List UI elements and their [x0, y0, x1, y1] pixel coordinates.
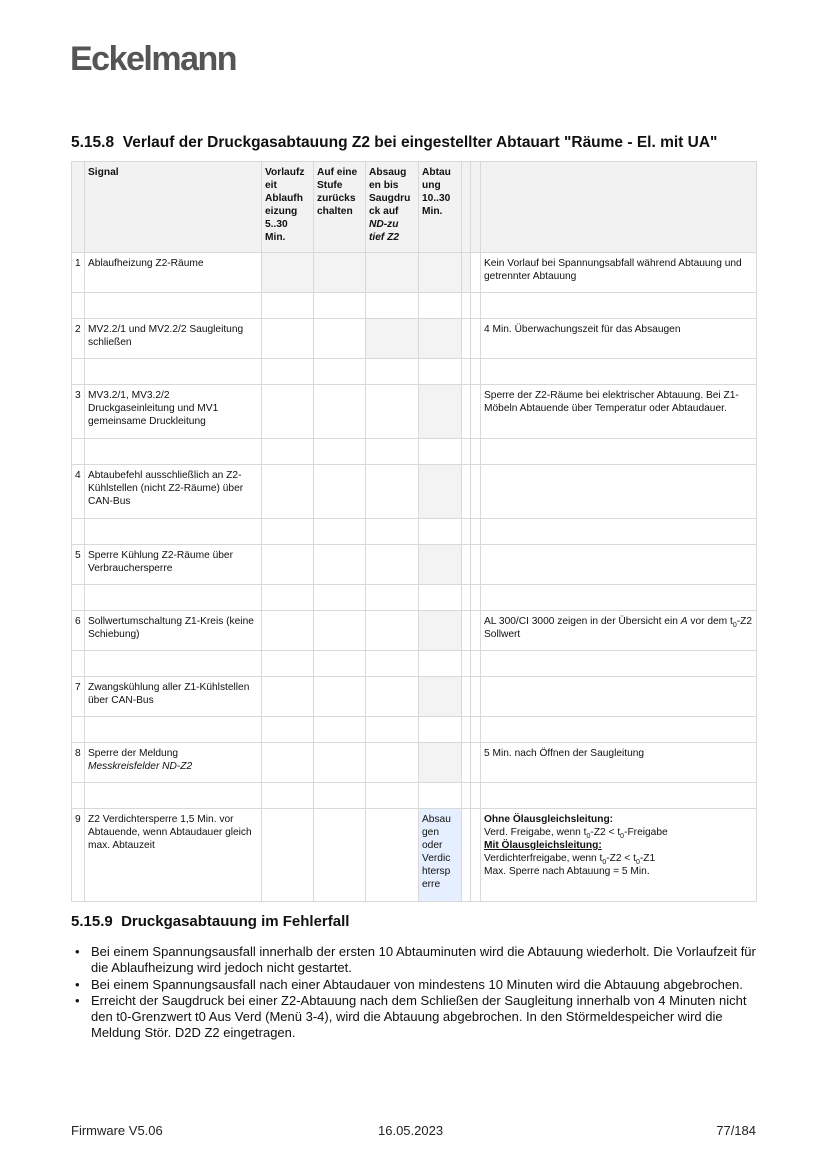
footer-page-number: 77/184 — [716, 1123, 756, 1138]
header-vorlaufzeit: Vorlaufz eit Ablaufh eizung 5..30 Min. — [262, 162, 314, 253]
timing-cell — [366, 611, 419, 651]
row-remark: 4 Min. Überwachungszeit für das Absaugen — [481, 319, 757, 359]
header-nd-zu-tief: ND-zu tief Z2 — [369, 219, 400, 243]
row-remark: Kein Vorlauf bei Spannungsabfall während Abtauung und getrennter Abtauung — [481, 253, 757, 293]
row-remark — [481, 677, 757, 717]
row-remark — [481, 545, 757, 585]
timing-cell — [262, 319, 314, 359]
timing-cell — [462, 743, 471, 783]
table-row — [72, 611, 757, 651]
timing-cell — [262, 465, 314, 519]
timing-cell — [366, 385, 419, 439]
bullet-icon: • — [75, 992, 80, 1008]
row-signal: MV2.2/1 und MV2.2/2 Saugleitung schließen — [85, 319, 262, 359]
header-remark — [481, 162, 757, 253]
timing-cell — [462, 545, 471, 585]
spacer-cell — [471, 677, 481, 717]
timing-cell — [366, 809, 419, 902]
row-signal: Zwangskühlung aller Z1-Kühlstellen über CAN-Bus — [85, 677, 262, 717]
defrost-sequence-table — [71, 161, 757, 902]
section-title: Verlauf der Druckgasabtauung Z2 bei eingestellter Abtauart "Räume - El. mit UA" — [122, 134, 718, 151]
spacer-row — [72, 585, 757, 611]
timing-cell — [419, 385, 462, 439]
spacer-row — [72, 359, 757, 385]
table-row — [72, 677, 757, 717]
header-absaugen — [366, 162, 419, 253]
row-signal: Z2 Verdichtersperre 1,5 Min. vor Abtauende, wenn Abtaudauer gleich max. Abtauzeit — [85, 809, 262, 902]
timing-cell — [419, 677, 462, 717]
timing-cell — [419, 743, 462, 783]
footer-firmware: Firmware V5.06 — [71, 1123, 163, 1138]
row-number: 4 — [72, 465, 85, 519]
timing-cell — [314, 253, 366, 293]
table-row — [72, 465, 757, 519]
timing-cell — [462, 465, 471, 519]
table-row — [72, 319, 757, 359]
section-number: 5.15.9 — [71, 913, 113, 930]
footer-date: 16.05.2023 — [378, 1123, 444, 1138]
row-remark: Ohne Ölausgleichsleitung: Verd. Freigabe, wenn $t_0-Z2$ < $t_0$-Freigabe Mit Ölausgleichsleitung: Verdichterfreigabe, wenn $t_0-Z2 < t_0-Z1$ Max. Sperre nach Abtauung = 5 Min. — [481, 809, 757, 902]
table-row — [72, 743, 757, 783]
table-row — [72, 809, 757, 902]
row-remark: 5 Min. nach Öffnen der Saugleitung — [481, 743, 757, 783]
section-heading-5-15-9 — [71, 913, 349, 930]
header-signal: Signal — [85, 162, 262, 253]
timing-cell — [462, 253, 471, 293]
timing-cell — [262, 385, 314, 439]
row-number: 2 — [72, 319, 85, 359]
timing-cell — [366, 465, 419, 519]
timing-cell — [314, 809, 366, 902]
timing-cell — [366, 677, 419, 717]
timing-cell — [262, 809, 314, 902]
timing-cell — [262, 611, 314, 651]
row-remark: Sperre der Z2-Räume bei elektrischer Abtauung. Bei Z1-Möbeln Abtauende über Temperatur oder Abtaudauer. — [481, 385, 757, 439]
row-signal: Abtaubefehl ausschließlich an Z2-Kühlstellen (nicht Z2-Räume) über CAN-Bus — [85, 465, 262, 519]
timing-cell — [419, 319, 462, 359]
section-heading-5-15-8 — [71, 134, 717, 152]
timing-cell — [419, 465, 462, 519]
spacer-cell — [471, 611, 481, 651]
timing-cell — [366, 545, 419, 585]
bullet-icon: • — [75, 976, 80, 992]
row-number: 8 — [72, 743, 85, 783]
timing-cell — [366, 743, 419, 783]
timing-cell — [419, 253, 462, 293]
timing-cell — [462, 809, 471, 902]
timing-cell — [314, 545, 366, 585]
spacer-row — [72, 519, 757, 545]
table-row — [72, 253, 757, 293]
timing-cell — [462, 385, 471, 439]
spacer-cell — [471, 319, 481, 359]
spacer-row — [72, 783, 757, 809]
spacer-cell — [471, 743, 481, 783]
row-remark — [481, 465, 757, 519]
row-remark: AL 300/CI 3000 zeigen in der Übersicht ein A vor dem $t_0-Z2$ Sollwert — [481, 611, 757, 651]
spacer-cell — [471, 253, 481, 293]
row-signal: MV3.2/1, MV3.2/2 Druckgaseinleitung und MV1 gemeinsame Druckleitung — [85, 385, 262, 439]
header-abtauung: Abtau ung 10..30 Min. — [419, 162, 462, 253]
row-number: 7 — [72, 677, 85, 717]
list-item: • Bei einem Spannungsausfall innerhalb der ersten 10 Abtauminuten wird die Abtauung wiederholt. Die Vorlaufzeit für die Ablaufheizung wird jedoch nicht gestartet. — [75, 944, 756, 976]
spacer-row — [72, 651, 757, 677]
row-number: 6 — [72, 611, 85, 651]
table-row — [72, 385, 757, 439]
header-spacer-1 — [462, 162, 471, 253]
table-row — [72, 545, 757, 585]
timing-cell — [262, 743, 314, 783]
timing-cell — [262, 545, 314, 585]
spacer-row — [72, 717, 757, 743]
header-absaugen-text: Absaug en bis Saugdru ck auf — [369, 167, 411, 217]
row-number: 5 — [72, 545, 85, 585]
row-number: 1 — [72, 253, 85, 293]
bullet-icon: • — [75, 944, 80, 959]
compressor-lock-cell: Absau gen oder Verdic htersp erre — [419, 809, 462, 902]
table-header-row — [72, 162, 757, 253]
timing-cell — [462, 319, 471, 359]
spacer-cell — [471, 809, 481, 902]
header-stufe: Auf eine Stufe zurücks chalten — [314, 162, 366, 253]
section-title: Druckgasabtauung im Fehlerfall — [121, 913, 350, 930]
header-spacer-2 — [471, 162, 481, 253]
row-number: 9 — [72, 809, 85, 902]
spacer-cell — [471, 385, 481, 439]
timing-cell — [314, 611, 366, 651]
timing-cell — [314, 743, 366, 783]
timing-cell — [262, 253, 314, 293]
row-signal: Ablaufheizung Z2-Räume — [85, 253, 262, 293]
spacer-cell — [471, 545, 481, 585]
list-item: • Erreicht der Saugdruck bei einer Z2-Abtauung nach dem Schließen der Saugleitung innerhalb von 4 Minuten nicht den t0-Grenzwert t0 Aus Verd (Menü 3-4), wird die Abtauung abgebrochen. In den Störmeldespeicher wird die Meldung Stör. D2D Z2 eingetragen. — [75, 992, 747, 1041]
spacer-cell — [471, 465, 481, 519]
timing-cell — [366, 319, 419, 359]
spacer-row — [72, 439, 757, 465]
row-signal: Sollwertumschaltung Z1-Kreis (keine Schiebung) — [85, 611, 262, 651]
timing-cell — [314, 385, 366, 439]
spacer-row — [72, 293, 757, 319]
company-logo: Eckelmann — [70, 40, 237, 78]
header-num — [72, 162, 85, 253]
row-signal: Sperre der Meldung Messkreisfelder ND-Z2 — [85, 743, 262, 783]
timing-cell — [419, 545, 462, 585]
timing-cell — [314, 465, 366, 519]
error-case-list — [71, 944, 761, 1042]
section-number: 5.15.8 — [71, 134, 115, 151]
timing-cell — [462, 677, 471, 717]
row-signal: Sperre Kühlung Z2-Räume über Verbrauchersperre — [85, 545, 262, 585]
list-item: • Bei einem Spannungsausfall nach einer Abtaudauer von mindestens 10 Minuten wird die Abtauung abgebrochen. — [75, 976, 743, 992]
timing-cell — [314, 677, 366, 717]
timing-cell — [314, 319, 366, 359]
timing-cell — [462, 611, 471, 651]
timing-cell — [366, 253, 419, 293]
row-number: 3 — [72, 385, 85, 439]
timing-cell — [419, 611, 462, 651]
timing-cell — [262, 677, 314, 717]
